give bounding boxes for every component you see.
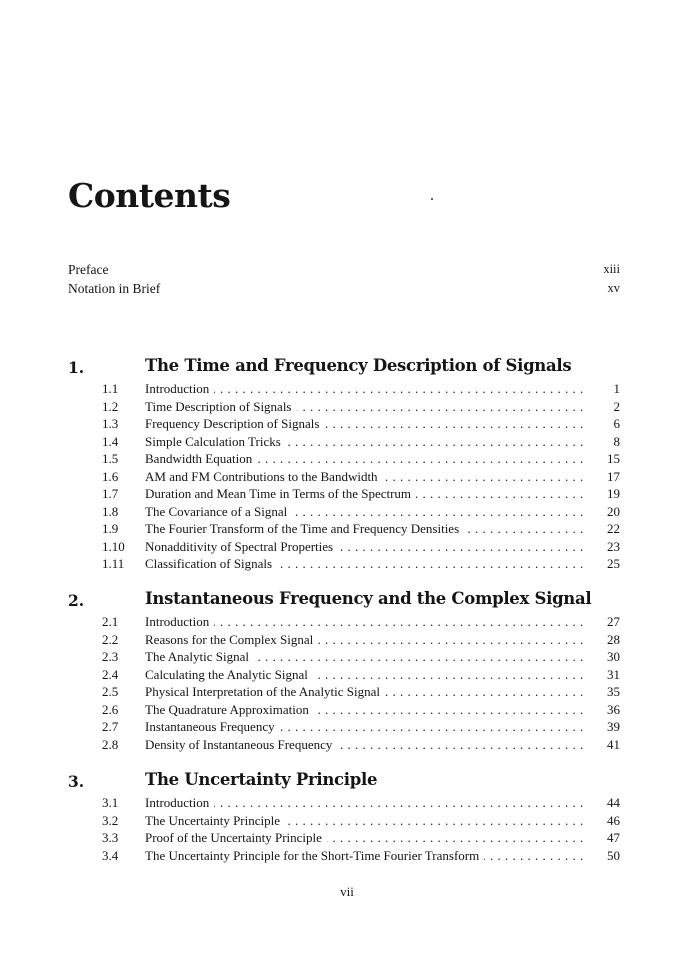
section-title-leader	[145, 648, 586, 666]
front-matter-page: xv	[607, 281, 620, 295]
section-page: 50	[607, 847, 620, 863]
section-title: The Analytic Signal	[145, 649, 254, 664]
toc-entry	[68, 666, 620, 684]
section-title: Classification of Signals	[145, 556, 277, 571]
section-number: 2.1	[102, 614, 119, 629]
toc-entry	[68, 794, 620, 812]
section-number: 1.4	[102, 433, 119, 449]
section-page: 25	[607, 556, 620, 571]
toc-entry	[68, 450, 620, 468]
section-page: 22	[607, 521, 620, 536]
chapter-heading	[68, 589, 620, 613]
chapter-title: The Time and Frequency Description of Signals	[145, 356, 572, 375]
chapter-1	[68, 356, 620, 573]
section-number: 1.3	[102, 416, 119, 431]
section-title: Time Description of Signals	[145, 399, 297, 414]
section-number: 1.11	[102, 556, 125, 571]
chapter-title: The Uncertainty Principle	[145, 770, 378, 789]
section-page: 23	[607, 538, 620, 554]
section-title-leader	[145, 555, 586, 573]
section-page: 36	[607, 701, 620, 717]
section-title: Introduction	[145, 795, 214, 810]
section-title: The Fourier Transform of the Time and Frequency Densities	[145, 521, 464, 536]
section-title: Duration and Mean Time in Terms of the Spectrum	[145, 486, 416, 501]
section-title-leader	[145, 736, 586, 754]
section-title-leader	[145, 613, 586, 631]
chapter-title: Instantaneous Frequency and the Complex Signal	[145, 589, 592, 608]
front-matter-label: Notation in Brief	[68, 281, 161, 296]
section-number: 2.5	[102, 684, 119, 699]
section-page: 35	[607, 684, 620, 699]
section-title: Instantaneous Frequency	[145, 719, 280, 734]
section-title-leader	[145, 683, 586, 701]
page-number: vii	[340, 884, 354, 899]
section-title: The Uncertainty Principle for the Short-Time Fourier Transform	[145, 848, 484, 863]
section-number: 3.1	[102, 795, 119, 810]
section-number: 1.2	[102, 398, 119, 414]
section-title-leader	[145, 503, 586, 521]
section-number: 2.2	[102, 631, 119, 647]
section-title-leader	[145, 380, 586, 398]
page-title: Contents	[68, 176, 231, 215]
section-title-leader	[145, 450, 586, 468]
section-page: 6	[613, 416, 620, 431]
toc-entry	[68, 812, 620, 830]
section-title: Density of Instantaneous Frequency	[145, 737, 337, 752]
front-matter-entry	[68, 281, 620, 297]
front-matter-label: Preface	[68, 262, 109, 277]
section-title: The Quadrature Approximation	[145, 702, 314, 717]
front-matter-entry	[68, 262, 620, 278]
toc-entry	[68, 433, 620, 451]
section-title-leader	[145, 829, 586, 847]
toc-entry	[68, 555, 620, 573]
chapter-number: 2.	[68, 591, 85, 610]
toc-entry	[68, 503, 620, 521]
toc-entry	[68, 829, 620, 847]
toc-entry	[68, 398, 620, 416]
section-number: 2.8	[102, 736, 119, 752]
section-title-leader	[145, 631, 586, 649]
toc-entry	[68, 485, 620, 503]
section-page: 41	[607, 736, 620, 752]
section-page: 31	[607, 666, 620, 682]
section-title: Introduction	[145, 381, 214, 396]
section-list	[68, 380, 620, 573]
chapter-2	[68, 589, 620, 753]
section-number: 1.6	[102, 468, 119, 484]
chapter-heading	[68, 770, 620, 794]
section-title: Frequency Description of Signals	[145, 416, 324, 431]
section-number: 1.9	[102, 521, 119, 536]
section-title: Reasons for the Complex Signal	[145, 632, 318, 647]
chapter-heading	[68, 356, 620, 380]
section-page: 44	[607, 795, 620, 810]
toc-entry	[68, 380, 620, 398]
toc-entry	[68, 415, 620, 433]
section-title: Introduction	[145, 614, 214, 629]
section-page: 1	[613, 381, 620, 396]
section-title-leader	[145, 666, 586, 684]
print-speck	[431, 198, 433, 200]
section-page: 47	[607, 830, 620, 845]
section-page: 19	[607, 486, 620, 501]
section-title-leader	[145, 794, 586, 812]
chapter-3	[68, 770, 620, 864]
section-title: Physical Interpretation of the Analytic Signal	[145, 684, 385, 699]
section-title: Simple Calculation Tricks	[145, 434, 286, 449]
section-number: 3.2	[102, 812, 119, 828]
section-number: 2.3	[102, 649, 119, 664]
toc-entry	[68, 847, 620, 865]
section-number: 1.5	[102, 451, 119, 466]
section-page: 27	[607, 614, 620, 629]
toc-entry	[68, 468, 620, 486]
section-title: Bandwidth Equation	[145, 451, 257, 466]
toc-entry	[68, 683, 620, 701]
section-title-leader	[145, 718, 586, 736]
section-page: 20	[607, 503, 620, 519]
toc-entry	[68, 701, 620, 719]
section-number: 2.6	[102, 701, 119, 717]
section-title-leader	[145, 468, 586, 486]
section-list	[68, 613, 620, 753]
section-title-leader	[145, 701, 586, 719]
section-page: 46	[607, 812, 620, 828]
section-page: 8	[613, 433, 620, 449]
section-number: 1.10	[102, 538, 125, 554]
section-page: 17	[607, 468, 620, 484]
section-title: The Uncertainty Principle	[145, 813, 285, 828]
section-page: 30	[607, 649, 620, 664]
section-number: 2.4	[102, 666, 119, 682]
section-title-leader	[145, 398, 586, 416]
section-title: AM and FM Contributions to the Bandwidth	[145, 469, 383, 484]
section-page: 39	[607, 719, 620, 734]
section-page: 28	[607, 631, 620, 647]
section-title-leader	[145, 433, 586, 451]
section-number: 1.7	[102, 486, 119, 501]
section-number: 3.3	[102, 830, 119, 845]
section-title: Calculating the Analytic Signal	[145, 667, 313, 682]
section-page: 15	[607, 451, 620, 466]
section-number: 2.7	[102, 719, 119, 734]
section-title-leader	[145, 847, 586, 865]
chapter-number: 3.	[68, 772, 85, 791]
toc-entry	[68, 538, 620, 556]
section-list	[68, 794, 620, 864]
section-number: 1.1	[102, 381, 119, 396]
chapter-number: 1.	[68, 358, 85, 377]
section-title-leader	[145, 485, 586, 503]
toc-entry	[68, 613, 620, 631]
section-title-leader	[145, 415, 586, 433]
section-title: Nonadditivity of Spectral Properties	[145, 539, 338, 554]
section-number: 1.8	[102, 503, 119, 519]
section-title: Proof of the Uncertainty Principle	[145, 830, 327, 845]
section-title-leader	[145, 812, 586, 830]
section-number: 3.4	[102, 847, 119, 863]
toc-entry	[68, 631, 620, 649]
section-title-leader	[145, 520, 586, 538]
toc-entry	[68, 736, 620, 754]
section-title-leader	[145, 538, 586, 556]
toc-entry	[68, 718, 620, 736]
section-page: 2	[613, 398, 620, 414]
section-title: The Covariance of a Signal	[145, 504, 292, 519]
toc-entry	[68, 648, 620, 666]
front-matter-page: xiii	[603, 262, 620, 276]
toc-entry	[68, 520, 620, 538]
